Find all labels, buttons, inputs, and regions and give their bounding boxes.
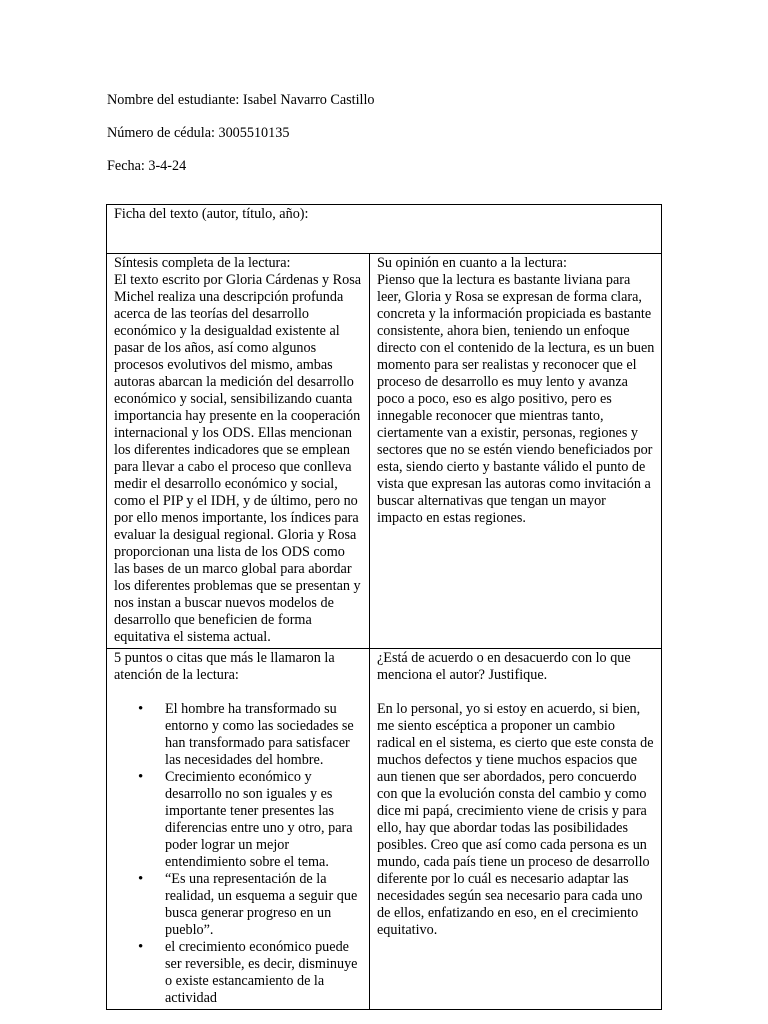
points-agreement-row <box>107 649 662 1010</box>
opinion-text: Pienso que la lectura es bastante liviana para leer, Gloria y Rosa se expresan de forma clara, concreta y la información propiciada es bastante consistente, ahora bien, teniendo un enfoque directo con el contenido de la lectura, es un buen momento para ser realistas y reconocer que el proceso de desarrollo es muy lento y avanza poco a poco, eso es algo positivo, pero es innegable reconocer que mientras tanto, ciertamente van a existir, personas, regiones y sectores que no se estén viendo beneficiados por esta, siendo cierto y bastante válido el punto de vista que expresan las autoras como invitación a buscar alternativas que tengan un mayor impacto en estas regiones. <box>377 272 655 526</box>
points-cell <box>107 649 370 1010</box>
synthesis-label: Síntesis completa de la lectura: <box>114 255 291 271</box>
ficha-label: Ficha del texto (autor, título, año): <box>114 206 309 222</box>
synthesis-text: El texto escrito por Gloria Cárdenas y Rosa Michel realiza una descripción profunda acerca de las teorías del desarrollo económico y la desigualdad existente al pasar de los años, así como algunos procesos evolutivos del mismo, ambas autoras abarcan la medición del desarrollo económico y social, sensibilizando cuanta importancia hay presente en la cooperación internacional y los ODS. Ellas mencionan los diferentes indicadores que se emplean para llevar a cabo el proceso que conlleva medir el desarrollo económico y social, como el PIP y el IDH, y de último, pero no por ello menos importante, los índices para evaluar la desigual regional. Gloria y Rosa proporcionan una lista de los ODS como las bases de un marco global para abordar los diferentes problemas que se presentan y nos instan a buscar nuevos modelos de desarrollo que beneficien de forma equitativa el sistema actual. <box>114 272 362 645</box>
student-id-number: Número de cédula: 3005510135 <box>107 125 290 141</box>
ficha-row <box>107 205 662 254</box>
list-item: • El hombre ha transformado su entorno y como las sociedades se han transformado para satisfacer las necesidades del hombre. <box>165 701 363 769</box>
list-item: • el crecimiento económico puede ser reversible, es decir, disminuye o existe estancamiento de la actividad <box>165 939 363 1007</box>
list-item: • “Es una representación de la realidad, un esquema a seguir que busca generar progreso en un pueblo”. <box>165 871 363 939</box>
points-label: 5 puntos o citas que más le llamaron la atención de la lectura: <box>114 650 335 683</box>
student-name: Nombre del estudiante: Isabel Navarro Castillo <box>107 92 375 108</box>
opinion-cell <box>370 254 662 649</box>
agreement-cell <box>370 649 662 1010</box>
agreement-label: ¿Está de acuerdo o en desacuerdo con lo que menciona el autor? Justifique. <box>377 650 631 683</box>
list-item: • Crecimiento económico y desarrollo no son iguales y es importante tener presentes las diferencias entre uno y otro, para poder lograr un mejor entendimiento sobre el tema. <box>165 769 363 871</box>
submission-date: Fecha: 3-4-24 <box>107 158 187 174</box>
agreement-text: En lo personal, yo si estoy en acuerdo, si bien, me siento escéptica a proponer un cambio radical en el sistema, es cierto que este consta de muchos defectos y tiene muchos espacios que aun tienen que ser abordados, pero concuerdo con que la evolución consta del cambio y como dice mi papá, crecimiento viene de crisis y para ello, hay que abordar todas las posibilidades posibles. Creo que así como cada persona es un mundo, cada país tiene un proceso de desarrollo diferente por lo cuál es necesario adaptar las necesidades según sea necesario para cada uno de ellos, enfatizando en eso, en el crecimiento equitativo. <box>377 701 654 938</box>
points-list <box>114 701 363 1007</box>
synthesis-opinion-row <box>107 254 662 649</box>
ficha-cell <box>107 205 662 254</box>
synthesis-cell <box>107 254 370 649</box>
student-header <box>107 92 375 191</box>
opinion-label: Su opinión en cuanto a la lectura: <box>377 255 567 271</box>
reading-form-table <box>106 204 662 1010</box>
